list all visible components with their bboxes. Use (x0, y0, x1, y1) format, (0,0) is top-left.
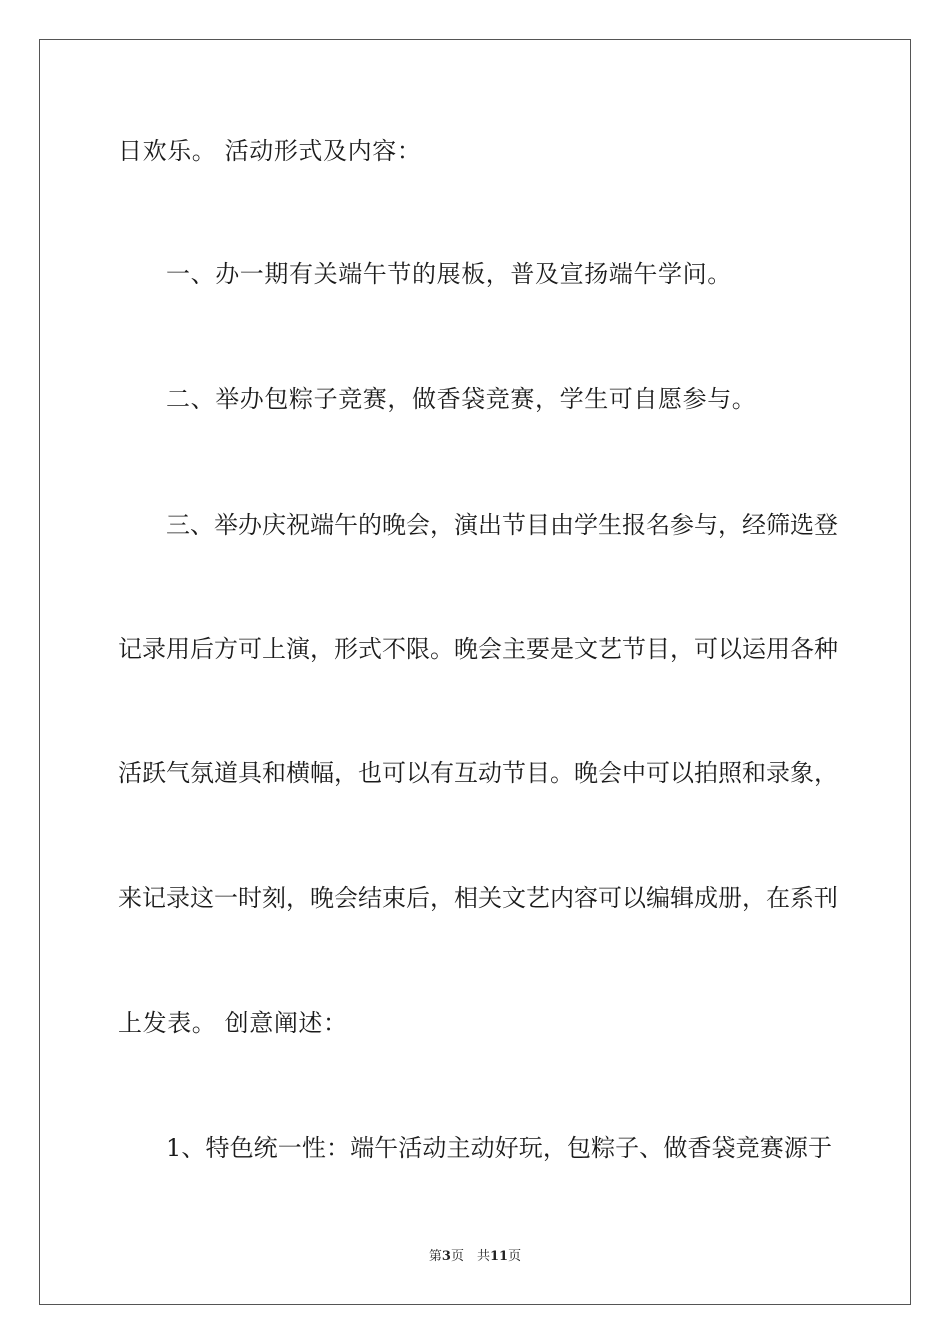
footer-mid: 页 共 (450, 1249, 490, 1264)
body-line-7: 来记录这一时刻，晚会结束后，相关文艺内容可以编辑成册，在系刊 (118, 884, 838, 912)
footer-current-page: 3 (441, 1249, 451, 1264)
body-line-2: 一、办一期有关端午节的展板，普及宣扬端午学问。 (166, 260, 732, 288)
body-line-4: 三、举办庆祝端午的晚会，演出节目由学生报名参与，经筛选登 (166, 511, 838, 539)
body-line-1: 日欢乐。 活动形式及内容： (118, 137, 422, 165)
body-line-5: 记录用后方可上演，形式不限。晚会主要是文艺节目，可以运用各种 (118, 635, 838, 663)
page-footer (0, 1248, 950, 1266)
footer-prefix: 第 (428, 1249, 442, 1264)
body-line-8: 上发表。 创意阐述： (118, 1009, 348, 1037)
body-line-9: 1、特色统一性：端午活动主动好玩，包粽子、做香袋竞赛源于 (166, 1134, 832, 1162)
body-line-6: 活跃气氛道具和横幅，也可以有互动节目。晚会中可以拍照和录象， (118, 759, 838, 787)
body-line-3: 二、举办包粽子竞赛，做香袋竞赛，学生可自愿参与。 (166, 385, 757, 413)
footer-suffix: 页 (508, 1249, 522, 1264)
page-border (39, 39, 911, 1305)
footer-total-pages: 11 (489, 1249, 509, 1264)
